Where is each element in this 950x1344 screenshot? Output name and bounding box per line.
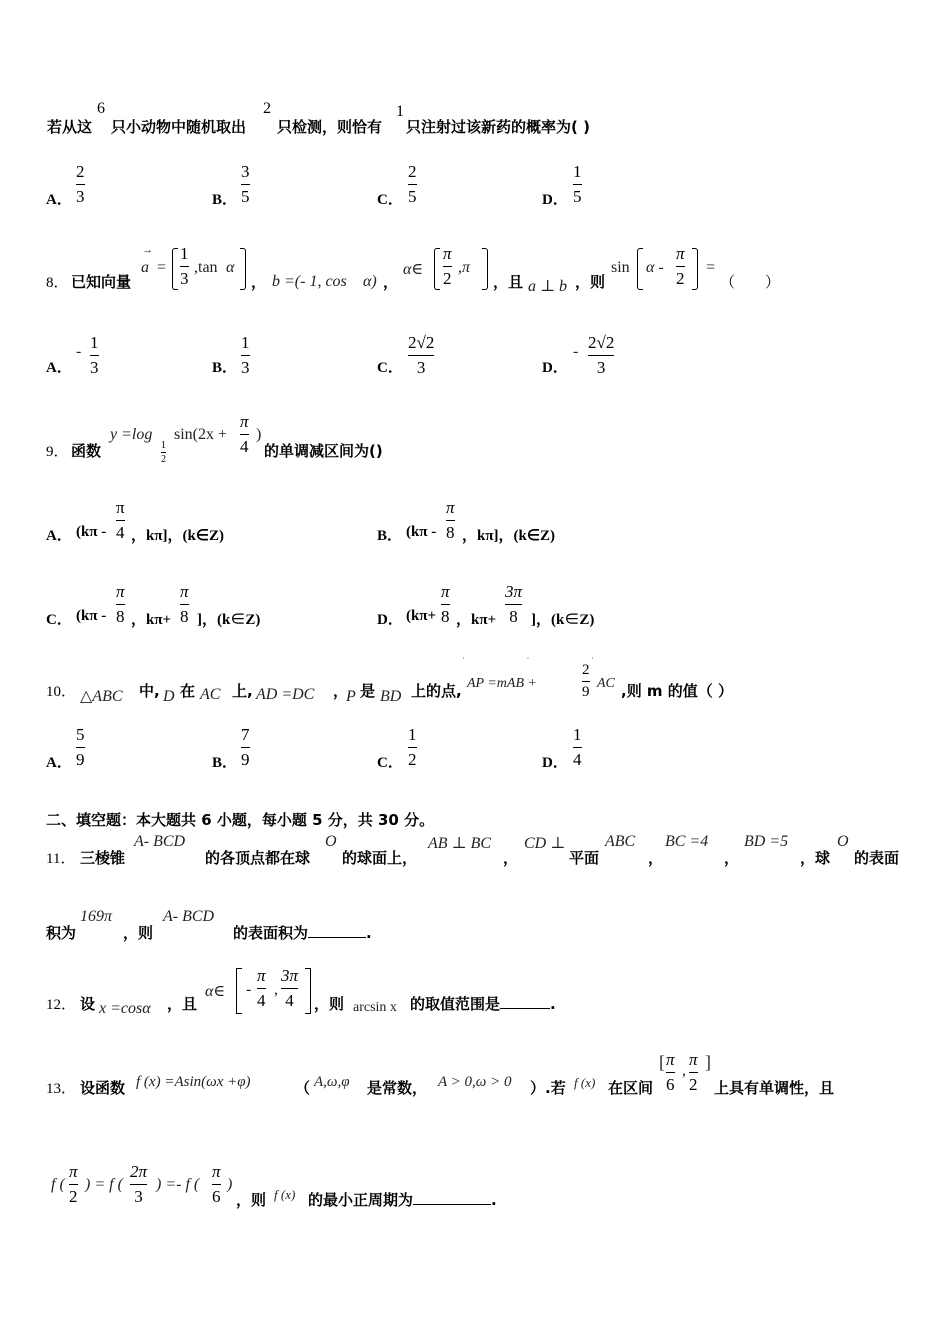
q11-number: 11．: [46, 851, 76, 867]
q7-text: 若从这: [47, 118, 93, 136]
q12-t3: ，则: [314, 995, 345, 1013]
q11-t9: 的表面积为 .: [233, 924, 372, 942]
q8-option-d-sign: -: [573, 343, 579, 360]
q9-option-d-label: D．: [377, 612, 403, 628]
q9-close: ): [256, 426, 262, 443]
q8-frac-pi2: π 2: [443, 244, 452, 288]
q9-option-b-fraction: π 8: [446, 498, 455, 542]
q11-c1: ，: [503, 849, 519, 867]
q11-t5: ，球: [800, 849, 831, 867]
q13-t5: 在区间: [608, 1079, 654, 1097]
q9-sin: sin(2x +: [174, 426, 228, 443]
q13-t8: 的最小正周期为 .: [308, 1191, 497, 1209]
q8-option-a-sign: -: [76, 343, 82, 360]
q8-option-d-fraction: 2√2 3: [588, 333, 615, 377]
q8-b-close: α): [363, 273, 377, 290]
q7-stem: [47, 116, 92, 137]
q9-text: 函数: [71, 442, 102, 460]
q10-option-d-label: D．: [542, 755, 568, 771]
q13-eq-frac3: π 6: [212, 1162, 221, 1206]
q8-vec-a: a: [141, 259, 149, 276]
q10-t6: 上的点,: [411, 682, 462, 700]
q9-option-b-label: B．: [377, 528, 403, 544]
q11-abcd2: A- BCD: [163, 908, 215, 925]
q8-alpha-in: α∈: [403, 261, 424, 278]
q13-t1: 设函数: [80, 1079, 126, 1097]
q13-eq-f1: f (: [51, 1176, 65, 1193]
q10-ac: AC: [200, 686, 221, 703]
q7-option-d-fraction: 1 5: [573, 162, 582, 206]
q13-consts: A,ω,φ: [314, 1074, 350, 1090]
q7-n6: 6: [97, 100, 105, 117]
q10-ac2: AC: [597, 676, 615, 691]
q13-cond: A > 0,ω > 0: [438, 1074, 512, 1090]
q13-frac-pi2: π 2: [689, 1050, 698, 1094]
q13-bracket-left: [: [659, 1052, 665, 1072]
q12-minus: -: [246, 981, 252, 998]
q9-option-d-mid: ，kπ+: [456, 612, 497, 628]
vector-dots-icon: · · ·: [462, 654, 624, 663]
q8-eq: =: [157, 259, 167, 276]
q12-x: x =cosα: [99, 1000, 151, 1017]
q12-bracket-right: [305, 968, 311, 1014]
q9-option-a-label: A．: [46, 528, 72, 544]
q7-option-a-label: A．: [46, 192, 72, 208]
q11-abbc: AB ⊥ BC: [428, 835, 492, 852]
q8-pi-end: ,π: [458, 259, 471, 276]
q11-c3: ，: [724, 849, 740, 867]
q9-option-c-mid: ，kπ+: [131, 612, 172, 628]
q10-ap: AP =mAB +: [467, 676, 537, 691]
vector-arrow-icon: →: [142, 244, 153, 256]
q9-ylog: y =log: [110, 426, 153, 443]
q9-option-c-pre: (kπ -: [76, 608, 107, 624]
answer-blank[interactable]: [308, 923, 366, 938]
q9-option-d-post: ]，(k∈Z): [531, 612, 595, 628]
q7-option-b-fraction: 3 5: [241, 162, 250, 206]
q11-bd5: BD =5: [744, 833, 789, 850]
q12-alpha-in: α∈: [205, 983, 226, 1000]
q7-text3: 只检测，则恰有: [277, 118, 383, 136]
q8-comma2: ，: [383, 273, 399, 291]
q9-option-d-fraction1: π 8: [441, 582, 450, 626]
q12-frac-3pi4: 3π 4: [281, 966, 299, 1010]
q11-abc: ABC: [605, 833, 636, 850]
q13-fx2: f (x): [574, 1075, 596, 1090]
q8-option-b-fraction: 1 3: [241, 333, 250, 377]
q13-bracket-right: ]: [705, 1052, 711, 1072]
q9-option-d-pre: (kπ+: [406, 608, 437, 624]
q8-paren-right: [240, 248, 246, 290]
q9-option-c-post: ]，(k∈Z): [197, 612, 261, 628]
q10-option-c-label: C．: [377, 755, 403, 771]
q11-bc4: BC =4: [665, 833, 709, 850]
q8-then: ，则: [575, 273, 606, 291]
q11-t6: 的表面: [854, 849, 900, 867]
q10-option-a-fraction: 5 9: [76, 725, 85, 769]
q11-o: O: [325, 833, 337, 850]
q11-cd: CD ⊥: [524, 835, 566, 852]
q9-option-c-label: C．: [46, 612, 72, 628]
q8-paren-left: [172, 248, 178, 290]
q10-t3: 上,: [232, 682, 253, 700]
q7-option-d-label: D．: [542, 192, 568, 208]
q9-number: 9．: [46, 444, 69, 460]
q9-option-a-fraction: π 4: [116, 498, 125, 542]
q11-t4: 平面: [569, 849, 600, 867]
q13-eq-frac2: 2π 3: [130, 1162, 148, 1206]
q11-t7: 积为: [46, 924, 77, 942]
q12-t2: ，且: [167, 995, 198, 1013]
q11-t3: 的球面上，: [342, 849, 418, 867]
q13-eq-f2: ) = f (: [85, 1176, 123, 1193]
q10-option-d-fraction: 1 4: [573, 725, 582, 769]
q10-triangle: △ABC: [80, 688, 123, 705]
q8-perp: a ⊥ b: [528, 278, 568, 295]
q10-t5: 是: [360, 682, 376, 700]
q10-t4: ，: [333, 682, 349, 700]
q8-alpha: α: [226, 259, 235, 276]
q13-fx: f (x) =Asin(ωx +φ): [136, 1074, 251, 1090]
q9-log-base: 1 2: [161, 440, 166, 465]
q8-option-a-fraction: 1 3: [90, 333, 99, 377]
q8-paren-left2: [434, 248, 440, 290]
q8-text: 已知向量: [71, 273, 132, 291]
q13-t3: 是常数，: [367, 1079, 428, 1097]
q10-t2: 在: [180, 682, 196, 700]
q13-t4: ）.若: [530, 1079, 566, 1097]
q9-text2: 的单调减区间为(): [264, 442, 383, 460]
q11-t1: 三棱锥: [80, 849, 126, 867]
q7-option-c-label: C．: [377, 192, 403, 208]
q12-bracket-left: [236, 968, 242, 1014]
q13-fx3: f (x): [274, 1187, 296, 1202]
q10-d: D: [163, 688, 175, 705]
q12-t1: 设: [80, 995, 96, 1013]
q8-sin: sin: [611, 259, 630, 276]
q8-number: 8．: [46, 275, 69, 291]
answer-blank[interactable]: [500, 994, 550, 1009]
q8-option-c-label: C．: [377, 360, 403, 376]
q9-option-a-post: ，kπ]，(k∈Z): [131, 528, 224, 544]
q8-equals: =: [706, 259, 716, 276]
q8-option-a-label: A．: [46, 360, 72, 376]
q9-option-c-fraction1: π 8: [116, 582, 125, 626]
q8-paren-right3: [692, 248, 698, 290]
q8-option-d-label: D．: [542, 360, 568, 376]
q9-option-b-pre: (kπ -: [406, 524, 437, 540]
q10-t1: 中,: [139, 682, 160, 700]
q13-eq-f4: ): [227, 1176, 233, 1193]
q11-c2: ，: [648, 849, 664, 867]
q8-comma: ，: [251, 273, 267, 291]
q9-option-a-pre: (kπ -: [76, 524, 107, 540]
q13-number: 13．: [46, 1081, 77, 1097]
q11-t2: 的各顶点都在球: [205, 849, 311, 867]
q10-option-b-label: B．: [212, 755, 238, 771]
q11-area: 169π: [80, 908, 113, 925]
q12-frac-pi4: π 4: [257, 966, 266, 1010]
q7-option-a-fraction: 2 3: [76, 162, 85, 206]
q8-frac-pi2b: π 2: [676, 244, 685, 288]
q10-option-c-fraction: 1 2: [408, 725, 417, 769]
q13-frac-pi6: π 6: [666, 1050, 675, 1094]
q7-n1: 1: [396, 103, 404, 120]
q10-frac-29: 2 9: [582, 662, 590, 700]
q7-text2: 只小动物中随机取出: [111, 118, 247, 136]
q12-t4: 的取值范围是 .: [410, 995, 556, 1013]
q10-bd: BD: [380, 688, 402, 705]
q13-comma: ,: [682, 1062, 686, 1079]
q13-eq-frac1: π 2: [69, 1162, 78, 1206]
q8-alpha-minus: α -: [646, 259, 664, 276]
q11-o2: O: [837, 833, 849, 850]
q9-option-b-post: ，kπ]，(k∈Z): [462, 528, 555, 544]
q8-tan: ,tan: [194, 259, 218, 276]
q10-p: P: [346, 688, 356, 705]
q13-t2: （: [295, 1079, 311, 1097]
q9-frac-pi4: π 4: [240, 412, 249, 456]
q9-option-d-fraction2: 3π 8: [505, 582, 523, 626]
q7-n2: 2: [263, 100, 271, 117]
answer-blank[interactable]: [413, 1190, 491, 1205]
q9-option-c-fraction2: π 8: [180, 582, 189, 626]
q12-arcsin: arcsin x: [353, 1000, 397, 1015]
q8-and: ，且: [493, 273, 524, 291]
q10-eq: AD =DC: [256, 686, 315, 703]
q10-option-a-label: A．: [46, 755, 72, 771]
q7-option-c-fraction: 2 5: [408, 162, 417, 206]
q8-paren-right2: [482, 248, 488, 290]
q11-t8: ，则: [123, 924, 154, 942]
q8-paren-blank: （ ）: [720, 275, 781, 291]
q8-paren-left3: [637, 248, 643, 290]
q12-number: 12．: [46, 997, 77, 1013]
q13-t6: 上具有单调性，且: [714, 1079, 835, 1097]
q10-option-b-fraction: 7 9: [241, 725, 250, 769]
q8-frac-13: 1 3: [180, 244, 189, 288]
q8-b: b =(- 1, cos: [272, 273, 347, 290]
q13-eq-f3: ) =- f (: [156, 1176, 200, 1193]
q10-number: 10．: [46, 684, 77, 700]
q7-option-b-label: B．: [212, 192, 238, 208]
q11-abcd: A- BCD: [134, 833, 186, 850]
q8-option-c-fraction: 2√2 3: [408, 333, 435, 377]
q8-option-b-label: B．: [212, 360, 238, 376]
q10-t7: ,则 m 的值（ ）: [621, 682, 733, 700]
q13-t7: ，则: [236, 1191, 267, 1209]
q12-comma: ,: [274, 981, 278, 998]
section-heading: 二、填空题：本大题共 6 小题，每小题 5 分，共 30 分。: [46, 811, 435, 829]
q7-text4: 只注射过该新药的概率为( ): [406, 118, 590, 136]
